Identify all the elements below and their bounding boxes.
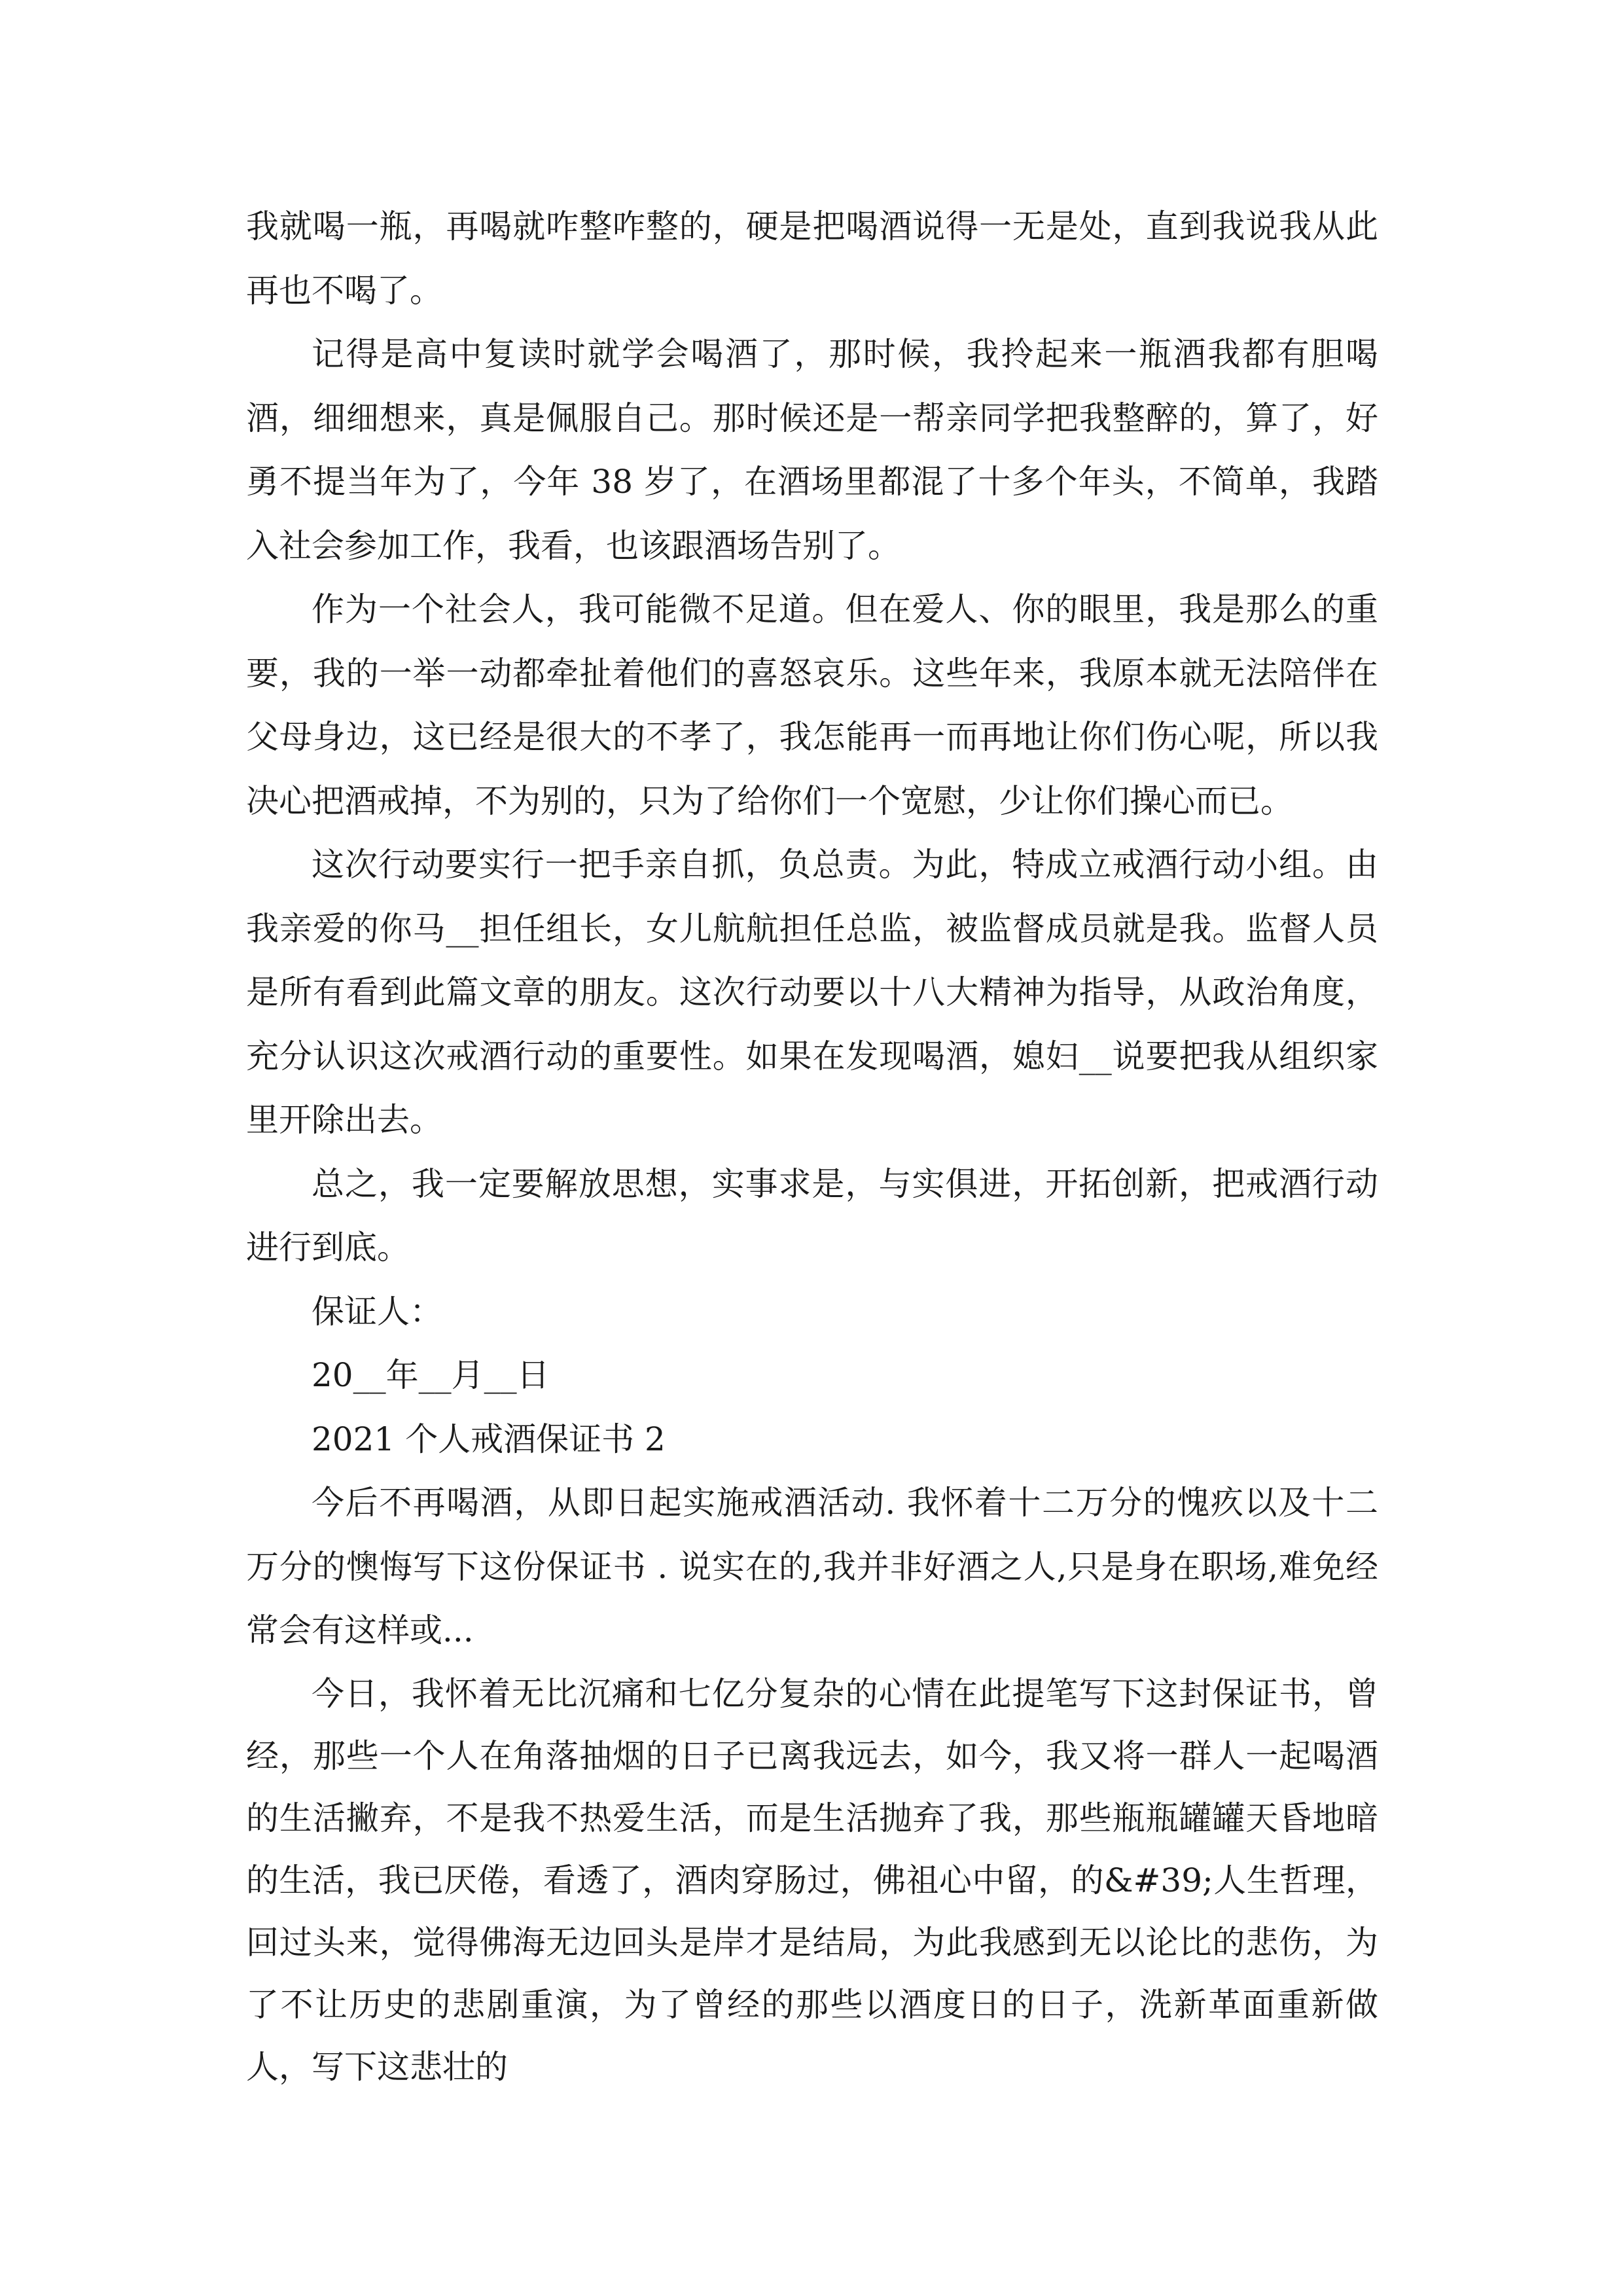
paragraph: 总之，我一定要解放思想，实事求是，与实俱进，开拓创新，把戒酒行动进行到底。 (246, 1164, 1378, 1266)
guarantor-line: 保证人： (312, 1292, 442, 1331)
paragraph: 作为一个社会人，我可能微不足道。但在爱人、你的眼里，我是那么的重要，我的一举一动都牵扯着他们的喜怒哀乐。这些年来，我原本就无法陪伴在父母身边，这已经是很大的不孝了，我怎能再一而再地让你们伤心呢，所以我决心把酒戒掉，不为别的，只为了给你们一个宽慰，少让你们操心而已。 (246, 590, 1378, 820)
document-body (246, 195, 1378, 2098)
paragraph: 今后不再喝酒，从即日起实施戒酒活动. 我怀着十二万分的愧疚以及十二万分的懊悔写下这份保证书 . 说实在的,我并非好酒之人,只是身在职场,难免经常会有这样或... (246, 1484, 1378, 1649)
section-title: 2021 个人戒酒保证书 2 (312, 1420, 666, 1458)
date-line: 20__年__月__日 (312, 1356, 550, 1394)
paragraph: 今日，我怀着无比沉痛和七亿分复杂的心情在此提笔写下这封保证书，曾经，那些一个人在角落抽烟的日子已离我远去，如今，我又将一群人一起喝酒的生活撇弃，不是我不热爱生活，而是生活抛弃了我，那些瓶瓶罐罐天昏地暗的生活，我已厌倦，看透了，酒肉穿肠过，佛祖心中留，的&#39;人生哲理，回过头来，觉得佛海无边回头是岸才是结局，为此我感到无以论比的悲伤，为了不让历史的悲剧重演，为了曾经的那些以酒度日的日子，洗新革面重新做人，写下这悲壮的 (246, 1674, 1378, 2086)
paragraph: 记得是高中复读时就学会喝酒了，那时候，我拎起来一瓶酒我都有胆喝酒，细细想来，真是佩服自己。那时候还是一帮亲同学把我整醉的，算了，好勇不提当年为了，今年 38 岁了，在酒场里都混了十多个年头，不简单，我踏入社会参加工作，我看，也该跟酒场告别了。 (246, 335, 1378, 565)
paragraph: 这次行动要实行一把手亲自抓，负总责。为此，特成立戒酒行动小组。由我亲爱的你马__担任组长，女儿航航担任总监，被监督成员就是我。监督人员是所有看到此篇文章的朋友。这次行动要以十八大精神为指导，从政治角度，充分认识这次戒酒行动的重要性。如果在发现喝酒，媳妇__说要把我从组织家里开除出去。 (246, 846, 1378, 1139)
paragraph-continued: 我就喝一瓶，再喝就咋整咋整的，硬是把喝酒说得一无是处，直到我说我从此再也不喝了。 (246, 207, 1378, 310)
